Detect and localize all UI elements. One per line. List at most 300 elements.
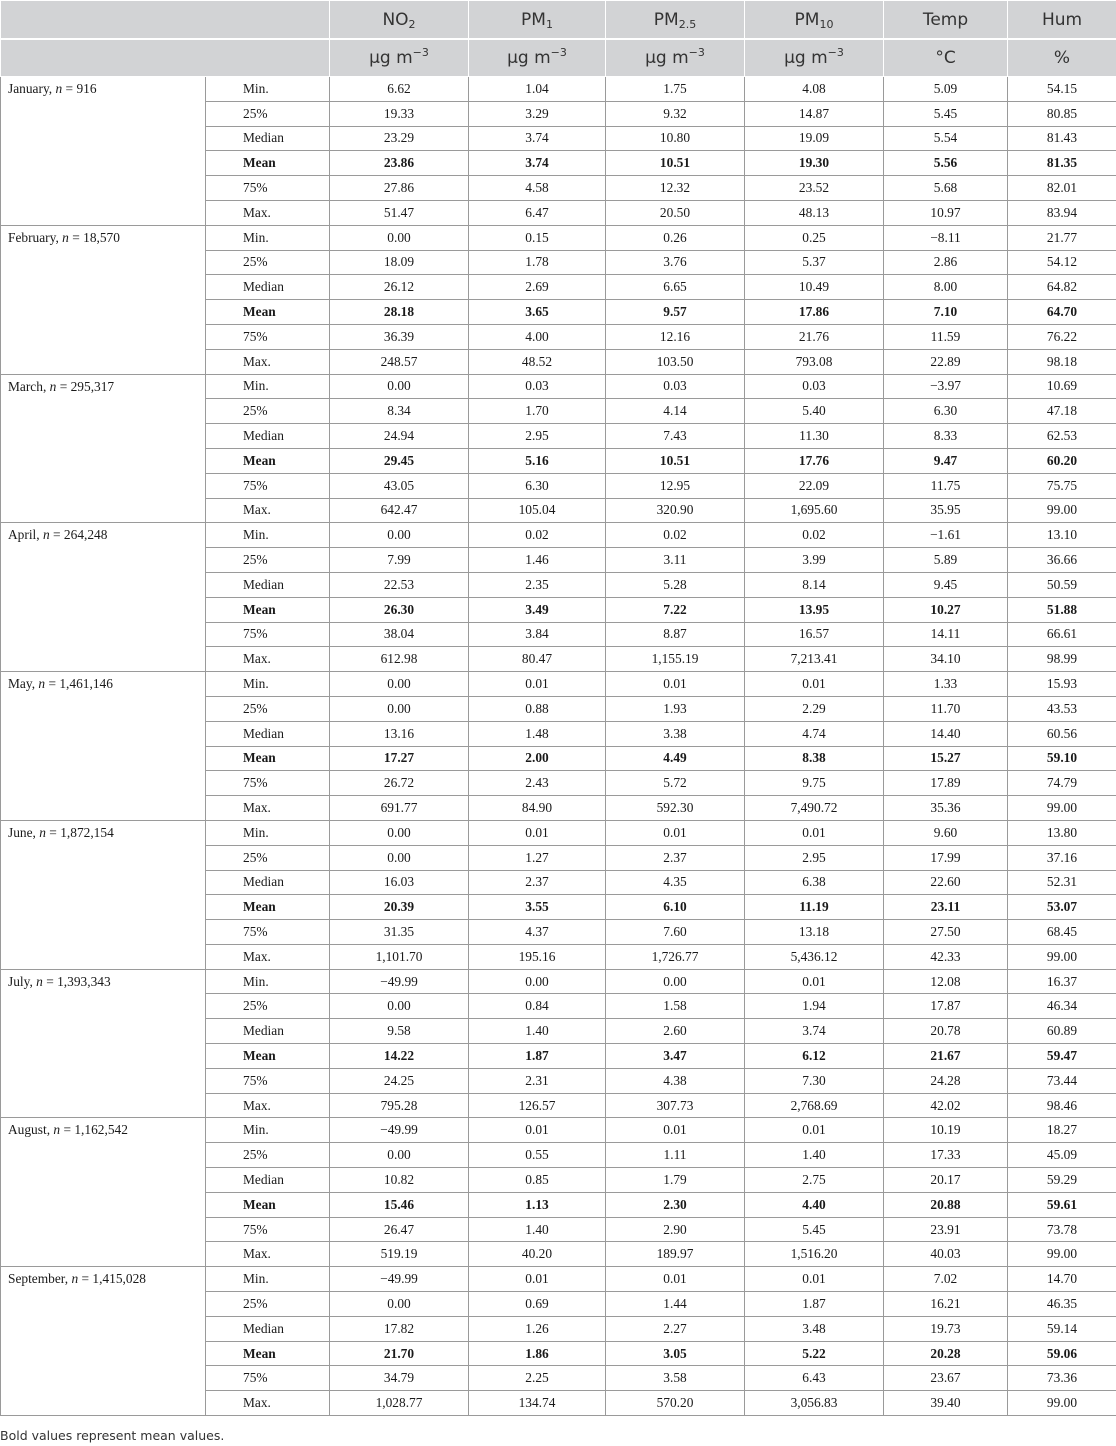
value-cell: 11.59 <box>884 324 1008 349</box>
value-cell: 2,768.69 <box>745 1093 884 1118</box>
value-cell: 81.43 <box>1008 126 1116 151</box>
value-cell: 53.07 <box>1008 895 1116 920</box>
footnote: Bold values represent mean values. <box>0 1428 225 1443</box>
value-cell: 0.69 <box>469 1292 606 1317</box>
value-cell: 7,490.72 <box>745 796 884 821</box>
table-body <box>1 77 1116 1416</box>
value-cell: 16.21 <box>884 1292 1008 1317</box>
value-cell: 13.10 <box>1008 523 1116 548</box>
value-cell: 29.45 <box>330 448 469 473</box>
value-cell: 3.29 <box>469 101 606 126</box>
month-name: February <box>8 229 56 245</box>
value-cell: 0.88 <box>469 696 606 721</box>
value-cell: 1.70 <box>469 399 606 424</box>
value-cell: 59.61 <box>1008 1192 1116 1217</box>
value-cell: 0.01 <box>606 672 745 697</box>
stat-label: Median <box>206 870 330 895</box>
stat-label: Max. <box>206 796 330 821</box>
value-cell: 0.01 <box>745 1267 884 1292</box>
header-unit <box>745 39 884 77</box>
value-cell: 73.44 <box>1008 1068 1116 1093</box>
value-cell: 0.00 <box>330 225 469 250</box>
value-cell: 3.65 <box>469 300 606 325</box>
value-cell: 5.56 <box>884 151 1008 176</box>
stat-label: Mean <box>206 1044 330 1069</box>
value-cell: 9.58 <box>330 1019 469 1044</box>
value-cell: 0.00 <box>330 696 469 721</box>
value-cell: 126.57 <box>469 1093 606 1118</box>
stat-label: Mean <box>206 1192 330 1217</box>
value-cell: 23.86 <box>330 151 469 176</box>
stat-label: Min. <box>206 1118 330 1143</box>
value-cell: 0.01 <box>469 1118 606 1143</box>
value-cell: 36.66 <box>1008 548 1116 573</box>
stat-label: Min. <box>206 1267 330 1292</box>
value-cell: 5,436.12 <box>745 944 884 969</box>
value-cell: 8.38 <box>745 746 884 771</box>
value-cell: 20.28 <box>884 1341 1008 1366</box>
value-cell: 0.01 <box>745 820 884 845</box>
stat-label: Max. <box>206 498 330 523</box>
value-cell: 51.47 <box>330 200 469 225</box>
value-cell: 0.01 <box>469 672 606 697</box>
value-cell: 1.26 <box>469 1316 606 1341</box>
month-separator: , <box>46 1122 54 1138</box>
value-cell: 3.84 <box>469 622 606 647</box>
value-cell: 0.02 <box>469 523 606 548</box>
n-symbol: n <box>42 527 50 543</box>
n-count: 916 <box>76 81 97 96</box>
value-cell: 81.35 <box>1008 151 1116 176</box>
stat-label: Max. <box>206 944 330 969</box>
stat-label: 75% <box>206 176 330 201</box>
value-cell: 17.33 <box>884 1143 1008 1168</box>
value-cell: 6.30 <box>884 399 1008 424</box>
n-count: 1,393,343 <box>57 973 111 989</box>
value-cell: 2.37 <box>469 870 606 895</box>
n-symbol: n <box>71 1271 79 1287</box>
variable-base: PM <box>521 9 546 30</box>
month-cell <box>1 820 206 969</box>
value-cell: 2.37 <box>606 845 745 870</box>
value-cell: 189.97 <box>606 1242 745 1267</box>
value-cell: 2.30 <box>606 1192 745 1217</box>
value-cell: 6.43 <box>745 1366 884 1391</box>
n-symbol: n <box>36 973 43 989</box>
value-cell: 3.55 <box>469 895 606 920</box>
stat-label: Mean <box>206 895 330 920</box>
value-cell: 82.01 <box>1008 176 1116 201</box>
variable-subscript: 1 <box>545 17 553 31</box>
value-cell: 0.01 <box>606 1267 745 1292</box>
stat-label: Mean <box>206 746 330 771</box>
value-cell: 248.57 <box>330 349 469 374</box>
month-separator: , <box>29 973 37 989</box>
value-cell: 1.93 <box>606 696 745 721</box>
value-cell: 54.15 <box>1008 77 1116 102</box>
unit-superscript: −3 <box>688 46 705 59</box>
value-cell: 0.03 <box>745 374 884 399</box>
value-cell: 35.36 <box>884 796 1008 821</box>
n-equals: = <box>45 676 60 692</box>
stat-label: 25% <box>206 845 330 870</box>
variable-base: Hum <box>1041 9 1083 30</box>
value-cell: 3.99 <box>745 548 884 573</box>
stat-label: 25% <box>206 399 330 424</box>
value-cell: 795.28 <box>330 1093 469 1118</box>
table-row <box>1 77 1116 102</box>
stat-label: Median <box>206 721 330 746</box>
value-cell: 51.88 <box>1008 597 1116 622</box>
month-name: April <box>8 527 37 543</box>
value-cell: 11.19 <box>745 895 884 920</box>
value-cell: 99.00 <box>1008 1391 1116 1416</box>
value-cell: 5.72 <box>606 771 745 796</box>
value-cell: 19.09 <box>745 126 884 151</box>
stat-label: 25% <box>206 101 330 126</box>
stat-label: 75% <box>206 324 330 349</box>
value-cell: 4.08 <box>745 77 884 102</box>
value-cell: 5.54 <box>884 126 1008 151</box>
value-cell: 19.30 <box>745 151 884 176</box>
value-cell: 0.00 <box>330 820 469 845</box>
value-cell: 9.60 <box>884 820 1008 845</box>
variable-base: NO <box>382 9 409 30</box>
value-cell: 105.04 <box>469 498 606 523</box>
value-cell: 3.38 <box>606 721 745 746</box>
value-cell: 5.45 <box>745 1217 884 1242</box>
value-cell: 0.00 <box>330 1143 469 1168</box>
value-cell: 10.49 <box>745 275 884 300</box>
variable-base: PM <box>653 9 679 30</box>
value-cell: 2.25 <box>469 1366 606 1391</box>
stat-label: Min. <box>206 969 330 994</box>
n-equals: = <box>42 973 58 989</box>
header-variable <box>1008 1 1116 40</box>
stat-label: 75% <box>206 771 330 796</box>
value-cell: 2.90 <box>606 1217 745 1242</box>
stat-label: Mean <box>206 300 330 325</box>
stat-label: Median <box>206 1019 330 1044</box>
value-cell: 52.31 <box>1008 870 1116 895</box>
value-cell: 9.75 <box>745 771 884 796</box>
stat-label: Min. <box>206 672 330 697</box>
value-cell: 2.29 <box>745 696 884 721</box>
stat-label: 25% <box>206 548 330 573</box>
value-cell: 21.70 <box>330 1341 469 1366</box>
stat-label: Mean <box>206 448 330 473</box>
value-cell: 10.69 <box>1008 374 1116 399</box>
stat-label: 25% <box>206 1143 330 1168</box>
value-cell: 5.37 <box>745 250 884 275</box>
header-row-units <box>1 39 1116 77</box>
value-cell: 1.40 <box>469 1019 606 1044</box>
value-cell: 13.18 <box>745 920 884 945</box>
value-cell: 23.29 <box>330 126 469 151</box>
value-cell: 7.02 <box>884 1267 1008 1292</box>
value-cell: 15.46 <box>330 1192 469 1217</box>
month-cell <box>1 523 206 672</box>
value-cell: 40.20 <box>469 1242 606 1267</box>
month-cell <box>1 1118 206 1267</box>
value-cell: 0.01 <box>745 1118 884 1143</box>
n-count: 18,570 <box>83 229 120 245</box>
unit-superscript: −3 <box>412 46 429 59</box>
stat-label: Median <box>206 572 330 597</box>
value-cell: 99.00 <box>1008 796 1116 821</box>
value-cell: 612.98 <box>330 647 469 672</box>
stat-label: Median <box>206 126 330 151</box>
value-cell: 7.22 <box>606 597 745 622</box>
stat-label: Median <box>206 424 330 449</box>
value-cell: 5.22 <box>745 1341 884 1366</box>
value-cell: 47.18 <box>1008 399 1116 424</box>
value-cell: 45.09 <box>1008 1143 1116 1168</box>
value-cell: 19.73 <box>884 1316 1008 1341</box>
variable-subscript: 2 <box>408 17 416 31</box>
n-count: 264,248 <box>63 527 108 543</box>
value-cell: 1.27 <box>469 845 606 870</box>
variable-subscript: 2.5 <box>678 17 697 31</box>
value-cell: 2.35 <box>469 572 606 597</box>
value-cell: 10.27 <box>884 597 1008 622</box>
value-cell: 20.39 <box>330 895 469 920</box>
n-equals: = <box>45 824 61 840</box>
value-cell: 59.06 <box>1008 1341 1116 1366</box>
month-separator: , <box>36 527 43 543</box>
stat-label: Min. <box>206 374 330 399</box>
stat-label: 75% <box>206 473 330 498</box>
month-cell <box>1 1267 206 1416</box>
month-cell <box>1 672 206 821</box>
value-cell: 691.77 <box>330 796 469 821</box>
header-corner <box>1 1 330 40</box>
value-cell: 519.19 <box>330 1242 469 1267</box>
value-cell: 16.03 <box>330 870 469 895</box>
value-cell: 0.84 <box>469 994 606 1019</box>
stat-label: 75% <box>206 1366 330 1391</box>
value-cell: 0.03 <box>469 374 606 399</box>
stat-label: Max. <box>206 1093 330 1118</box>
header-variable <box>745 1 884 40</box>
n-equals: = <box>78 1271 93 1287</box>
value-cell: 66.61 <box>1008 622 1116 647</box>
value-cell: 8.87 <box>606 622 745 647</box>
value-cell: 42.33 <box>884 944 1008 969</box>
value-cell: 13.16 <box>330 721 469 746</box>
unit-base: μg m <box>369 48 413 68</box>
value-cell: 9.45 <box>884 572 1008 597</box>
value-cell: 0.00 <box>330 994 469 1019</box>
stat-label: Max. <box>206 200 330 225</box>
value-cell: 48.52 <box>469 349 606 374</box>
value-cell: 31.35 <box>330 920 469 945</box>
value-cell: 68.45 <box>1008 920 1116 945</box>
value-cell: 22.09 <box>745 473 884 498</box>
value-cell: 15.93 <box>1008 672 1116 697</box>
value-cell: 99.00 <box>1008 944 1116 969</box>
value-cell: 793.08 <box>745 349 884 374</box>
month-name: March <box>8 378 43 394</box>
value-cell: 14.40 <box>884 721 1008 746</box>
month-name: July <box>8 973 30 989</box>
table-row <box>1 1118 1116 1143</box>
table-row <box>1 672 1116 697</box>
value-cell: 98.99 <box>1008 647 1116 672</box>
value-cell: 6.30 <box>469 473 606 498</box>
value-cell: 1,101.70 <box>330 944 469 969</box>
value-cell: 21.76 <box>745 324 884 349</box>
value-cell: 14.87 <box>745 101 884 126</box>
value-cell: 46.34 <box>1008 994 1116 1019</box>
stat-label: 75% <box>206 622 330 647</box>
value-cell: 27.86 <box>330 176 469 201</box>
stat-label: Median <box>206 275 330 300</box>
value-cell: 6.38 <box>745 870 884 895</box>
value-cell: 5.28 <box>606 572 745 597</box>
value-cell: 17.99 <box>884 845 1008 870</box>
value-cell: −49.99 <box>330 1118 469 1143</box>
value-cell: 0.03 <box>606 374 745 399</box>
month-name: August <box>8 1122 47 1138</box>
value-cell: 1,695.60 <box>745 498 884 523</box>
value-cell: 1.40 <box>745 1143 884 1168</box>
variable-base: PM <box>794 9 820 30</box>
value-cell: 38.04 <box>330 622 469 647</box>
month-cell <box>1 225 206 374</box>
value-cell: −49.99 <box>330 969 469 994</box>
month-cell <box>1 77 206 226</box>
value-cell: 6.65 <box>606 275 745 300</box>
header-unit <box>330 39 469 77</box>
value-cell: 1.86 <box>469 1341 606 1366</box>
value-cell: 0.25 <box>745 225 884 250</box>
n-equals: = <box>56 378 71 394</box>
value-cell: 8.34 <box>330 399 469 424</box>
stat-label: 25% <box>206 1292 330 1317</box>
value-cell: 4.49 <box>606 746 745 771</box>
header-unit <box>606 39 745 77</box>
value-cell: 134.74 <box>469 1391 606 1416</box>
value-cell: 24.28 <box>884 1068 1008 1093</box>
value-cell: 26.30 <box>330 597 469 622</box>
value-cell: 4.37 <box>469 920 606 945</box>
value-cell: 0.02 <box>745 523 884 548</box>
value-cell: 1.94 <box>745 994 884 1019</box>
value-cell: 2.43 <box>469 771 606 796</box>
value-cell: 40.03 <box>884 1242 1008 1267</box>
value-cell: 11.70 <box>884 696 1008 721</box>
value-cell: 98.18 <box>1008 349 1116 374</box>
value-cell: 0.01 <box>606 1118 745 1143</box>
table-row <box>1 225 1116 250</box>
value-cell: 1.87 <box>469 1044 606 1069</box>
value-cell: 103.50 <box>606 349 745 374</box>
stat-label: 75% <box>206 1217 330 1242</box>
value-cell: 1,726.77 <box>606 944 745 969</box>
n-symbol: n <box>53 1122 61 1138</box>
stat-label: 25% <box>206 250 330 275</box>
value-cell: 1.48 <box>469 721 606 746</box>
value-cell: 195.16 <box>469 944 606 969</box>
value-cell: 7.30 <box>745 1068 884 1093</box>
header-variable <box>469 1 606 40</box>
value-cell: 59.14 <box>1008 1316 1116 1341</box>
value-cell: 10.19 <box>884 1118 1008 1143</box>
stat-label: Min. <box>206 77 330 102</box>
value-cell: 43.53 <box>1008 696 1116 721</box>
value-cell: 1.13 <box>469 1192 606 1217</box>
value-cell: 3.74 <box>469 126 606 151</box>
month-name: May <box>8 676 32 692</box>
value-cell: 3.74 <box>745 1019 884 1044</box>
stat-label: 25% <box>206 994 330 1019</box>
value-cell: 1.78 <box>469 250 606 275</box>
value-cell: 18.27 <box>1008 1118 1116 1143</box>
month-separator: , <box>64 1271 72 1287</box>
value-cell: 3.74 <box>469 151 606 176</box>
value-cell: 20.88 <box>884 1192 1008 1217</box>
value-cell: 10.51 <box>606 448 745 473</box>
table-row <box>1 523 1116 548</box>
unit-base: °C <box>935 48 956 68</box>
value-cell: 5.89 <box>884 548 1008 573</box>
month-separator: , <box>42 378 50 394</box>
value-cell: 59.10 <box>1008 746 1116 771</box>
value-cell: 1,028.77 <box>330 1391 469 1416</box>
header-corner-units <box>1 39 330 77</box>
value-cell: 20.17 <box>884 1168 1008 1193</box>
value-cell: 3.58 <box>606 1366 745 1391</box>
value-cell: 12.95 <box>606 473 745 498</box>
value-cell: 26.47 <box>330 1217 469 1242</box>
value-cell: 99.00 <box>1008 1242 1116 1267</box>
value-cell: 54.12 <box>1008 250 1116 275</box>
value-cell: 642.47 <box>330 498 469 523</box>
month-cell <box>1 374 206 523</box>
header-unit <box>884 39 1008 77</box>
value-cell: 1.04 <box>469 77 606 102</box>
n-equals: = <box>49 527 64 543</box>
n-count: 1,872,154 <box>60 824 114 840</box>
value-cell: 5.68 <box>884 176 1008 201</box>
value-cell: 4.14 <box>606 399 745 424</box>
value-cell: 0.01 <box>606 820 745 845</box>
table-row <box>1 969 1116 994</box>
header-variable <box>330 1 469 40</box>
value-cell: 1.46 <box>469 548 606 573</box>
header-unit <box>469 39 606 77</box>
value-cell: 34.79 <box>330 1366 469 1391</box>
value-cell: 64.82 <box>1008 275 1116 300</box>
value-cell: 0.55 <box>469 1143 606 1168</box>
value-cell: 22.53 <box>330 572 469 597</box>
value-cell: 42.02 <box>884 1093 1008 1118</box>
value-cell: −49.99 <box>330 1267 469 1292</box>
value-cell: 3.76 <box>606 250 745 275</box>
value-cell: 59.29 <box>1008 1168 1116 1193</box>
value-cell: 26.72 <box>330 771 469 796</box>
value-cell: 4.38 <box>606 1068 745 1093</box>
month-cell <box>1 969 206 1118</box>
value-cell: 9.47 <box>884 448 1008 473</box>
value-cell: 14.70 <box>1008 1267 1116 1292</box>
value-cell: 37.16 <box>1008 845 1116 870</box>
value-cell: 320.90 <box>606 498 745 523</box>
value-cell: 59.47 <box>1008 1044 1116 1069</box>
header-row-variables <box>1 1 1116 40</box>
value-cell: 3,056.83 <box>745 1391 884 1416</box>
